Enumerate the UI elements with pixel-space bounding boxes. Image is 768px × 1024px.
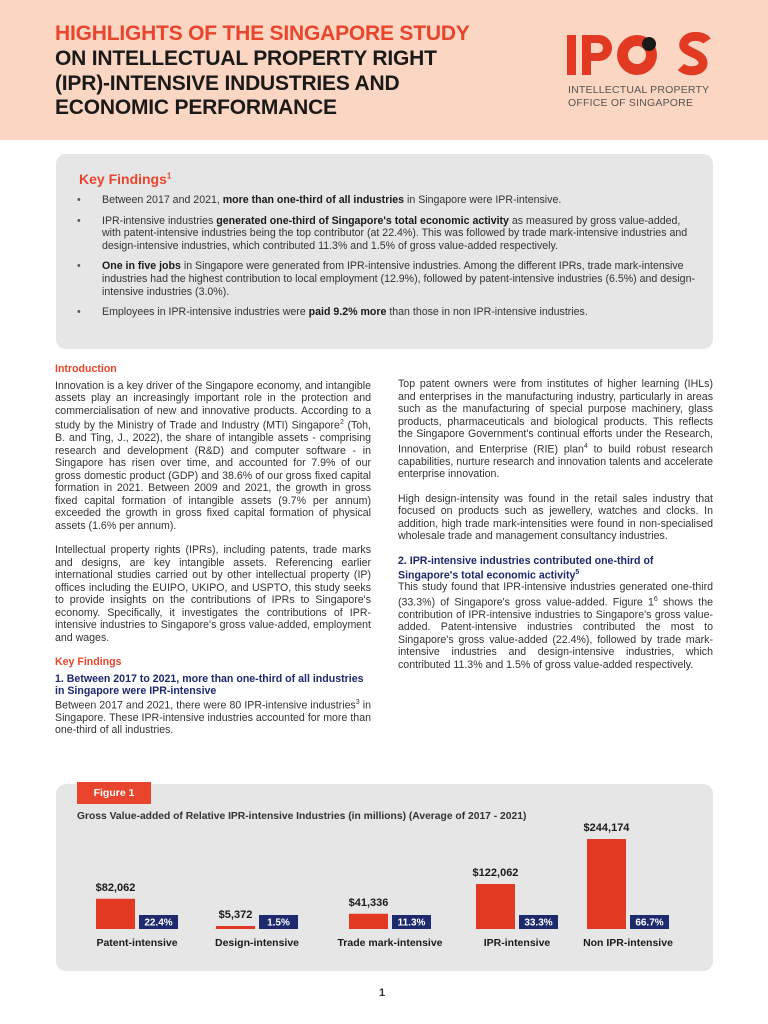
bar-2: [349, 914, 388, 929]
share-label-4: 66.7%: [635, 917, 664, 929]
category-label-4: Non IPR-intensive: [583, 937, 673, 949]
paragraph: Innovation is a key driver of the Singapore economy, and intangible assets play an increasingly important role in the protection and commercialisation of new and innovative products. According to a study by the Ministry of Trade and Industry (MTI) Singapore$^2$ (Toh, B. and Ting, J., 2022), the share of intangible assets - comprising research and development (R&D) and computer software - in Singapore has risen over time, and accounted for 7.9% of our gross domestic product (GDP) and 38.6% of our gross fixed capital formation in 2021. Between 2009 and 2021, the growth in gross fixed capital formation of intangible assets (9.7% per annum) exceeded the growth in gross fixed capital formation of physical assets (1.6% per annum).: [55, 379, 372, 532]
value-label-2: $41,336: [348, 896, 389, 909]
title-line-3: (IPR)-INTENSIVE INDUSTRIES AND: [55, 71, 400, 95]
key-findings-title: Key Findings$^1$: [79, 171, 172, 187]
key-findings-heading: Key Findings: [55, 656, 122, 669]
title-line-4: ECONOMIC PERFORMANCE: [55, 96, 337, 119]
page-title: [55, 47, 437, 121]
bar-0: [96, 899, 135, 929]
right-column: [398, 378, 713, 671]
finding-2-heading: 2. IPR-intensive industries contributed one-third of Singapore's total economic activity$^5$: [398, 554, 654, 582]
category-label-1: Design-intensive: [214, 937, 300, 949]
title-line-2: ON INTELLECTUAL PROPERTY RIGHT: [55, 47, 437, 70]
value-label-3: $122,062: [472, 867, 519, 880]
list-item: • Employees in IPR-intensive industries were paid 9.2% more than those in non IPR-intensive industries.: [74, 306, 699, 319]
left-column: [55, 363, 371, 737]
list-item: • Between 2017 and 2021, more than one-third of all industries in Singapore were IPR-intensive.: [74, 194, 699, 207]
finding-1-heading: 1. Between 2017 to 2021, more than one-third of all industries in Singapore were IPR-intensive: [55, 672, 364, 697]
share-label-0: 22.4%: [144, 917, 173, 929]
figure-label: Figure 1: [77, 782, 151, 804]
value-label-1: $5,372: [218, 909, 253, 921]
value-label-4: $244,174: [583, 822, 630, 834]
figure-title: Gross Value-added of Relative IPR-intensive Industries (in millions) (Average of 2017 - 2021): [77, 811, 527, 822]
title-highlight: HIGHLIGHTS OF THE SINGAPORE STUDY: [55, 22, 470, 45]
ipos-logo: [567, 32, 727, 122]
paragraph: Intellectual property rights (IPRs), including patents, trade marks and designs, are key intangible assets. Referencing earlier international studies carried out by other intellectual property (IP) offices including the EUIPO, UKIPO, and USPTO, this study seeks to provide insights on the contributions of IPRs to Singapore's economy. Specifically, it investigates the contributions of IPR-intensive industries to Singapore's gross value-added, employment and wages.: [55, 544, 371, 644]
share-label-2: 11.3%: [397, 917, 426, 929]
logo-caption-line-1: INTELLECTUAL PROPERTY: [568, 84, 710, 96]
share-label-3: 33.3%: [524, 917, 553, 929]
key-findings-box: [56, 154, 713, 349]
category-label-2: Trade mark-intensive: [337, 937, 443, 949]
list-item: • IPR-intensive industries generated one-third of Singapore's total economic activity as measured by gross value-added, with patent-intensive industries being the top contributor (at 22.4%). This was followed by trade mark-intensive industries and design-intensive industries, which contributed 11.3% and 1.5% of gross value-added respectively.: [74, 215, 699, 253]
logo-caption: [568, 84, 709, 110]
category-label-3: IPR-intensive: [483, 937, 551, 949]
paragraph: High design-intensity was found in the retail sales industry that focused on products such as jewellery, watches and clocks. In addition, high trade mark-intensities were found in non-specialised wholesale trade and management consultancy industries.: [398, 492, 713, 543]
introduction-heading: Introduction: [55, 363, 117, 375]
key-findings-list: [74, 194, 699, 327]
paragraph: This study found that IPR-intensive industries generated one-third (33.3%) of Singapore's gross value-added. Figure $1^6$ shows the contribution of IPR-intensive industries to Singapore's gross value-added. Patent-intensive industries contributed the most to Singapore's gross value-added (22.4%), followed by trade mark-intensive industries and design-intensive industries, which contributed 11.3% and 1.5% of gross value-added respectively.: [398, 581, 713, 671]
category-label-0: Patent-intensive: [96, 937, 178, 949]
paragraph: Top patent owners were from institutes of higher learning (IHLs) and enterprises in the manufacturing industry, particularly in areas such as the manufacturing of special purpose machinery, glass products, pharmaceuticals and biological products. This reflects the Singapore Government's continual efforts under the Research, Innovation, and Enterprise (RIE) plan$^4$ to build robust research capabilities, nurture research and innovation talents and accelerate enterprise innovation.: [398, 378, 713, 481]
bar-1: [216, 926, 255, 929]
page-number: 1: [379, 987, 386, 999]
list-item: • One in five jobs in Singapore were generated from IPR-intensive industries. Among the different IPRs, trade mark-intensive industries had the highest contribution to local employment (12.9%), followed by patent-intensive industries (6.5%) and design-intensive industries (3.0%).: [74, 260, 699, 298]
paragraph: Between 2017 and 2021, there were 80 IPR-intensive industries$^3$ in Singapore. These IPR-intensive industries accounted for more than one-third of all industries.: [55, 698, 371, 737]
bar-chart: [56, 784, 713, 971]
value-label-0: $82,062: [95, 881, 136, 894]
logo-caption-line-2: OFFICE OF SINGAPORE: [568, 97, 694, 109]
bar-3: [476, 884, 515, 929]
figure-1-box: [56, 784, 713, 971]
bar-4: [587, 839, 626, 929]
page-header: [0, 0, 768, 140]
share-label-1: 1.5%: [267, 917, 290, 929]
ipos-logo-mark: [567, 32, 719, 78]
